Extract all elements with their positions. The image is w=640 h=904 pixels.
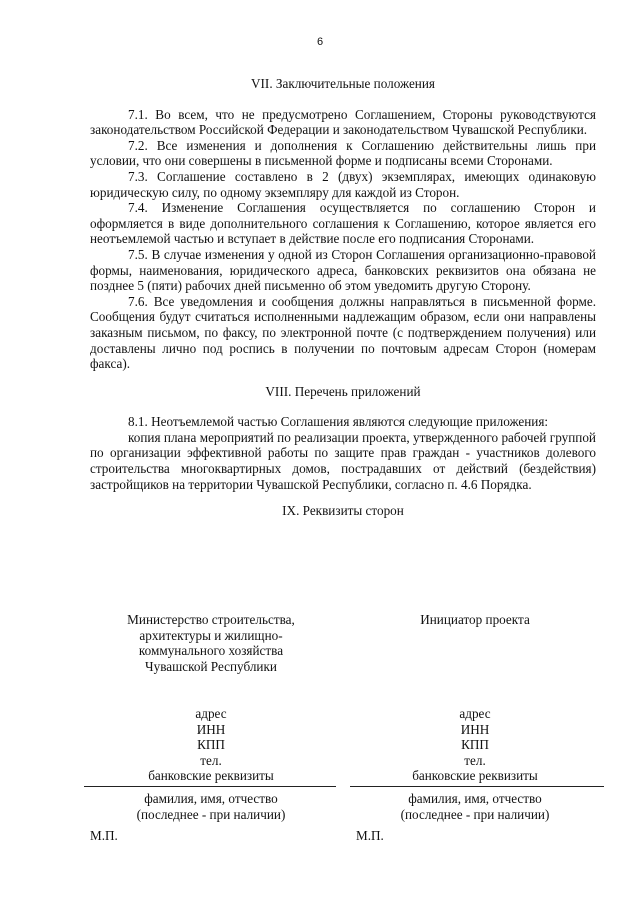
left-address-label: адрес [195,706,227,721]
paragraph-8-1: 8.1. Неотъемлемой частью Соглашения являются следующие приложения: [128,414,549,430]
right-address-label: адрес [459,706,491,721]
right-fio-label: фамилия, имя, отчество [408,791,542,806]
right-party-fields [350,706,600,784]
right-phone-label: тел. [464,752,486,768]
left-party-name [86,612,336,690]
page-number: 6 [316,36,324,48]
right-inn-label: ИНН [460,721,490,737]
left-signature-line [84,786,336,787]
right-fio-note: (последнее - при наличии) [400,806,550,822]
left-party-fields [86,706,336,784]
paragraph-7-3: 7.3. Соглашение составлено в 2 (двух) экземплярах, имеющих одинаковую юридическую силу, по одному экземпляру для каждой из Сторон. [90,168,596,200]
right-kpp-label: КПП [461,737,489,753]
left-fio-label: фамилия, имя, отчество [144,791,278,806]
right-signature-line [350,786,604,787]
section-7-title: VII. Заключительные положения [251,76,435,91]
left-inn-label: ИНН [196,721,226,737]
right-party-name-line: Инициатор проекта [420,612,530,627]
left-signatory-caption [86,791,336,822]
section-9-title: IX. Реквизиты сторон [282,503,404,519]
right-party-column [350,612,600,784]
right-signatory-caption [350,791,600,822]
right-seal-place: М.П. [356,828,384,843]
right-bank-details-label: банковские реквизиты [412,768,538,784]
paragraph-7-5: 7.5. В случае изменения у одной из Сторон Соглашения организационно-правовой формы, наименования, юридического адреса, банковских реквизитов она обязана не позднее 5 (пяти) рабочих дней письменно об этом уведомить другую Сторону. [90,246,596,294]
left-party-name-line: архитектуры и жилищно- [139,627,283,643]
left-bank-details-label: банковские реквизиты [148,768,274,784]
paragraph-7-2: 7.2. Все изменения и дополнения к Соглашению действительны лишь при условии, что они совершены в письменной форме и подписаны всеми Сторонами. [90,137,596,169]
paragraph-7-1: 7.1. Во всем, что не предусмотрено Соглашением, Стороны руководствуются законодательством Российской Федерации и законодательством Чувашской Республики. [90,106,596,138]
left-kpp-label: КПП [197,737,225,753]
left-party-name-line: Чувашской Республики [145,658,277,674]
appendix-list-item: копия плана мероприятий по реализации проекта, утвержденного рабочей группой по организации эффективной работы по защите прав граждан - участников долевого строительства многоквартирных домов, пострадавших от действий (бездействия) застройщиков на территории Чувашской Республики, согласно п. 4.6 Порядка. [90,429,596,492]
left-party-column [86,612,336,784]
left-party-name-line: Министерство строительства, [127,612,295,627]
document-body [90,76,596,534]
right-party-name [350,612,600,690]
paragraph-7-4: 7.4. Изменение Соглашения осуществляется по соглашению Сторон и оформляется в виде дополнительного соглашения к Соглашению, которое является его неотъемлемой частью и вступает в действие после его подписания Сторонами. [90,200,596,247]
left-fio-note: (последнее - при наличии) [136,806,286,822]
paragraph-7-6: 7.6. Все уведомления и сообщения должны направляться в письменной форме. Сообщения будут считаться исполненными надлежащим образом, если они направлены заказным письмом, по факсу, по электронной почте (с подтверждением получения) или доставлены лично под роспись в получении по почтовым адресам Сторон (номерам факса). [90,293,596,372]
left-phone-label: тел. [200,752,222,768]
left-seal-place: М.П. [90,828,118,843]
left-party-name-line: коммунального хозяйства [138,643,284,659]
section-8-title: VIII. Перечень приложений [265,383,421,399]
